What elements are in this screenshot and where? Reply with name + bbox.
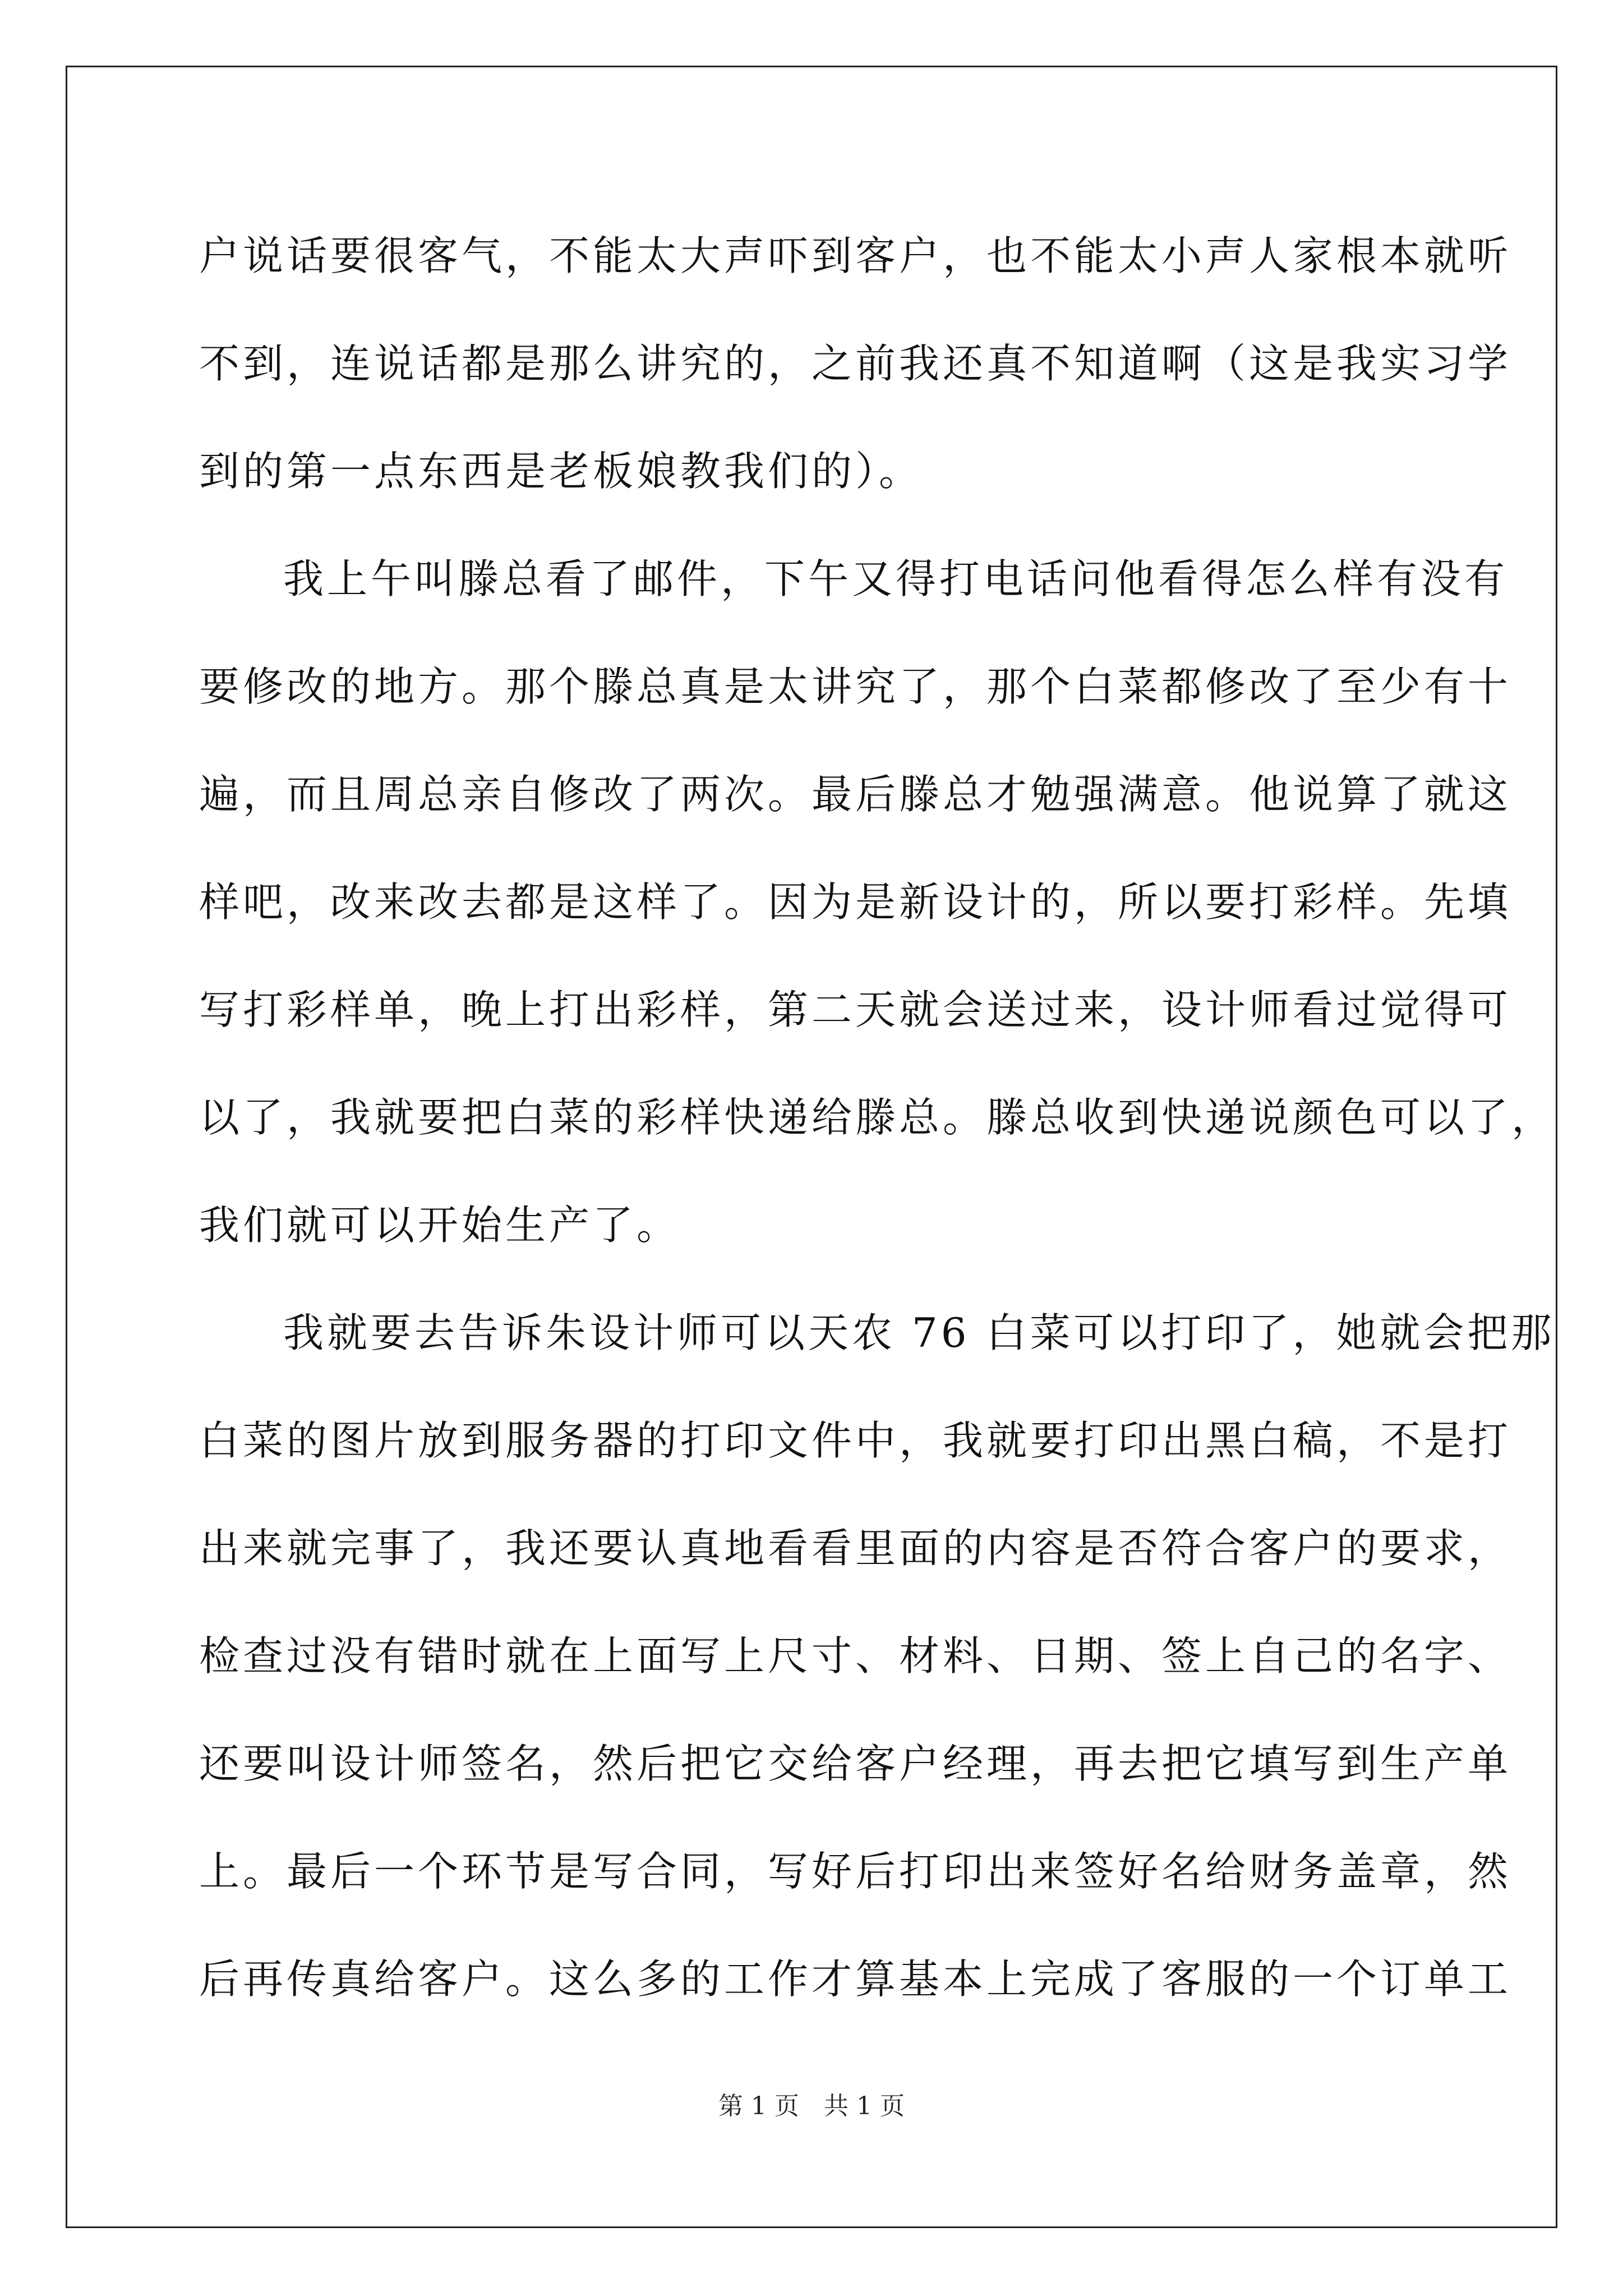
text-line: 到的第一点东西是老板娘教我们的）。: [199, 448, 923, 495]
text-line: 遍，而且周总亲自修改了两次。最后滕总才勉强满意。他说算了就这: [199, 771, 1512, 818]
text-line: 样吧，改来改去都是这样了。因为是新设计的，所以要打彩样。先填: [199, 878, 1512, 926]
text-line: 我们就可以开始生产了。: [199, 1202, 681, 1249]
text-line: 以了，我就要把白菜的彩样快递给滕总。滕总收到快递说颜色可以了，: [199, 1094, 1556, 1141]
text-line: 还要叫设计师签名，然后把它交给客户经理，再去把它填写到生产单: [199, 1740, 1512, 1787]
text-line: 白菜的图片放到服务器的打印文件中，我就要打印出黑白稿，不是打: [199, 1417, 1512, 1464]
text-line: 出来就完事了，我还要认真地看看里面的内容是否符合客户的要求，: [199, 1525, 1512, 1572]
paragraph-first-line: 我上午叫滕总看了邮件，下午又得打电话问他看得怎么样有没有: [283, 555, 1509, 602]
text-line: 上。最后一个环节是写合同，写好后打印出来签好名给财务盖章，然: [199, 1848, 1512, 1895]
text-line: 要修改的地方。那个滕总真是太讲究了，那个白菜都修改了至少有十: [199, 663, 1512, 710]
text-line: 后再传真给客户。这么多的工作才算基本上完成了客服的一个订单工: [199, 1955, 1512, 2003]
document-body: [199, 202, 1556, 2033]
text-line: 检查过没有错时就在上面写上尺寸、材料、日期、签上自己的名字、: [199, 1632, 1512, 1680]
text-line: 写打彩样单，晚上打出彩样，第二天就会送过来，设计师看过觉得可: [199, 986, 1512, 1033]
text-line: 户说话要很客气，不能太大声吓到客户，也不能太小声人家根本就听: [199, 232, 1512, 279]
paragraph-first-line: 我就要去告诉朱设计师可以天农 76 白菜可以打印了，她就会把那: [283, 1309, 1555, 1356]
text-line: 不到，连说话都是那么讲究的，之前我还真不知道啊（这是我实习学: [199, 340, 1512, 387]
page-number: 第 1 页 共 1 页: [718, 2092, 905, 2120]
